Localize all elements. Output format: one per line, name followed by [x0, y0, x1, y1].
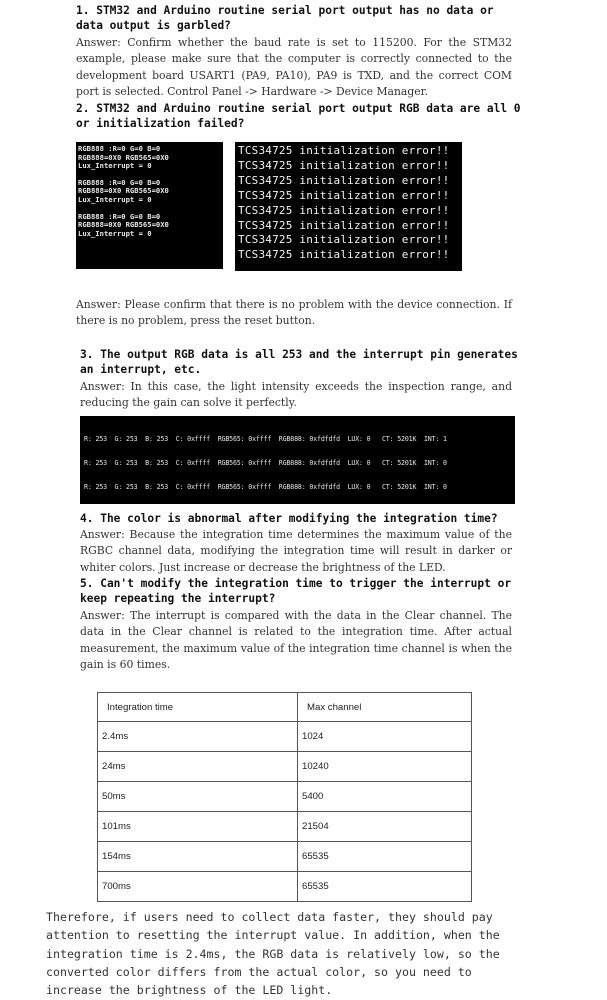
terminal-line: Lux_Interrupt = 0: [78, 194, 152, 204]
table-cell: 1024: [298, 722, 472, 752]
table-header-cell: Integration time: [98, 693, 298, 722]
table-cell: 154ms: [98, 842, 298, 872]
integration-time-table: [97, 692, 472, 902]
faq-answer-4: Answer: Because the integration time determines the maximum value of the RGBC channel data, modifying the integration time will result in darker or whiter colors. Just increase or decrease the brightness of the LED.: [80, 528, 512, 574]
serial-output-zero-data: [76, 142, 223, 269]
terminal-line: RGB888 :R=0 G=0 B=0: [78, 211, 161, 221]
table-cell: 65535: [298, 872, 472, 902]
terminal-line: RGB888=0X0 RGB565=0X0: [78, 220, 169, 230]
terminal-line: TCS34725 initialization error!!: [238, 173, 450, 187]
table-cell: 10240: [298, 752, 472, 782]
table-row: [98, 722, 472, 752]
conclusion-paragraph: Therefore, if users need to collect data faster, they should pay attention to resetting the interrupt value. In addition, when the integration time is 2.4ms, the RGB data is relatively low, so the converted color differs from the actual color, so you need to increase the brightness of the LED light.: [46, 910, 500, 998]
terminal-line: TCS34725 initialization error!!: [238, 158, 450, 172]
table-header-cell: Max channel: [298, 693, 472, 722]
terminal-line: Lux_Interrupt = 0: [78, 161, 152, 171]
serial-output-253-data: [80, 416, 515, 504]
terminal-line: TCS34725 initialization error!!: [238, 203, 450, 217]
terminal-line: RGB888=0X0 RGB565=0X0: [78, 152, 169, 162]
terminal-line: RGB888 :R=0 G=0 B=0: [78, 144, 161, 153]
table-row: [98, 872, 472, 902]
table-row: [98, 842, 472, 872]
faq-answer-2: Answer: Please confirm that there is no problem with the device connection. If there is no problem, press the reset button.: [76, 298, 512, 328]
terminal-line: TCS34725 initialization error!!: [238, 218, 450, 232]
faq-question-5: 5. Can't modify the integration time to trigger the interrupt or keep repeating the interrupt?: [80, 577, 518, 605]
table-row: [98, 752, 472, 782]
faq-answer-5: Answer: The interrupt is compared with the data in the Clear channel. The data in the Clear channel is related to the integration time. After actual measurement, the maximum value of the integration time channel is when the gain is 60 times.: [80, 609, 512, 672]
terminal-line: TCS34725 initialization error!!: [238, 188, 450, 202]
table-cell: 65535: [298, 842, 472, 872]
table-cell: 700ms: [98, 872, 298, 902]
table-cell: 2.4ms: [98, 722, 298, 752]
faq-answer-1: Answer: Confirm whether the baud rate is set to 115200. For the STM32 example, please make sure that the computer is correctly connected to the development board USART1 (PA9, PA10), PA9 is TXD, and the correct COM port is selected. Control Panel -> Hardware -> Device Manager.: [76, 36, 512, 99]
terminal-line: R: 253 G: 253 B: 253 C: 0xffff RGB565: 0xffff RGB888: 0xfdfdfd LUX: 0 CT: 5201K INT: 0: [84, 483, 447, 492]
faq-answer-3: Answer: In this case, the light intensity exceeds the inspection range, and reducing the gain can solve it perfectly.: [80, 380, 512, 410]
serial-output-init-error: [235, 142, 462, 271]
table-header-row: [98, 693, 472, 722]
terminal-line: RGB888 :R=0 G=0 B=0: [78, 177, 161, 187]
faq-question-3: 3. The output RGB data is all 253 and the interrupt pin generates an interrupt, etc.: [80, 348, 525, 376]
table-cell: 101ms: [98, 812, 298, 842]
terminal-line: R: 253 G: 253 B: 253 C: 0xffff RGB565: 0xffff RGB888: 0xfdfdfd LUX: 0 CT: 5201K INT: 0: [84, 459, 447, 468]
table-cell: 24ms: [98, 752, 298, 782]
terminal-line: TCS34725 initialization error!!: [238, 248, 450, 262]
table-row: [98, 812, 472, 842]
table-cell: 50ms: [98, 782, 298, 812]
faq-question-2: 2. STM32 and Arduino routine serial port output RGB data are all 0 or initialization failed?: [76, 102, 528, 130]
faq-question-1: 1. STM32 and Arduino routine serial port output has no data or data output is garbled?: [76, 4, 501, 32]
table-row: [98, 782, 472, 812]
table-cell: 5400: [298, 782, 472, 812]
terminal-line: RGB888=0X0 RGB565=0X0: [78, 186, 169, 196]
table-cell: 21504: [298, 812, 472, 842]
terminal-line: Lux_Interrupt = 0: [78, 228, 152, 238]
terminal-line: TCS34725 initialization error!!: [238, 144, 450, 157]
terminal-line: TCS34725 initialization error!!: [238, 233, 450, 247]
faq-question-4: 4. The color is abnormal after modifying the integration time?: [80, 512, 498, 525]
terminal-line: R: 253 G: 253 B: 253 C: 0xffff RGB565: 0xffff RGB888: 0xfdfdfd LUX: 0 CT: 5201K INT: 1: [84, 435, 447, 444]
